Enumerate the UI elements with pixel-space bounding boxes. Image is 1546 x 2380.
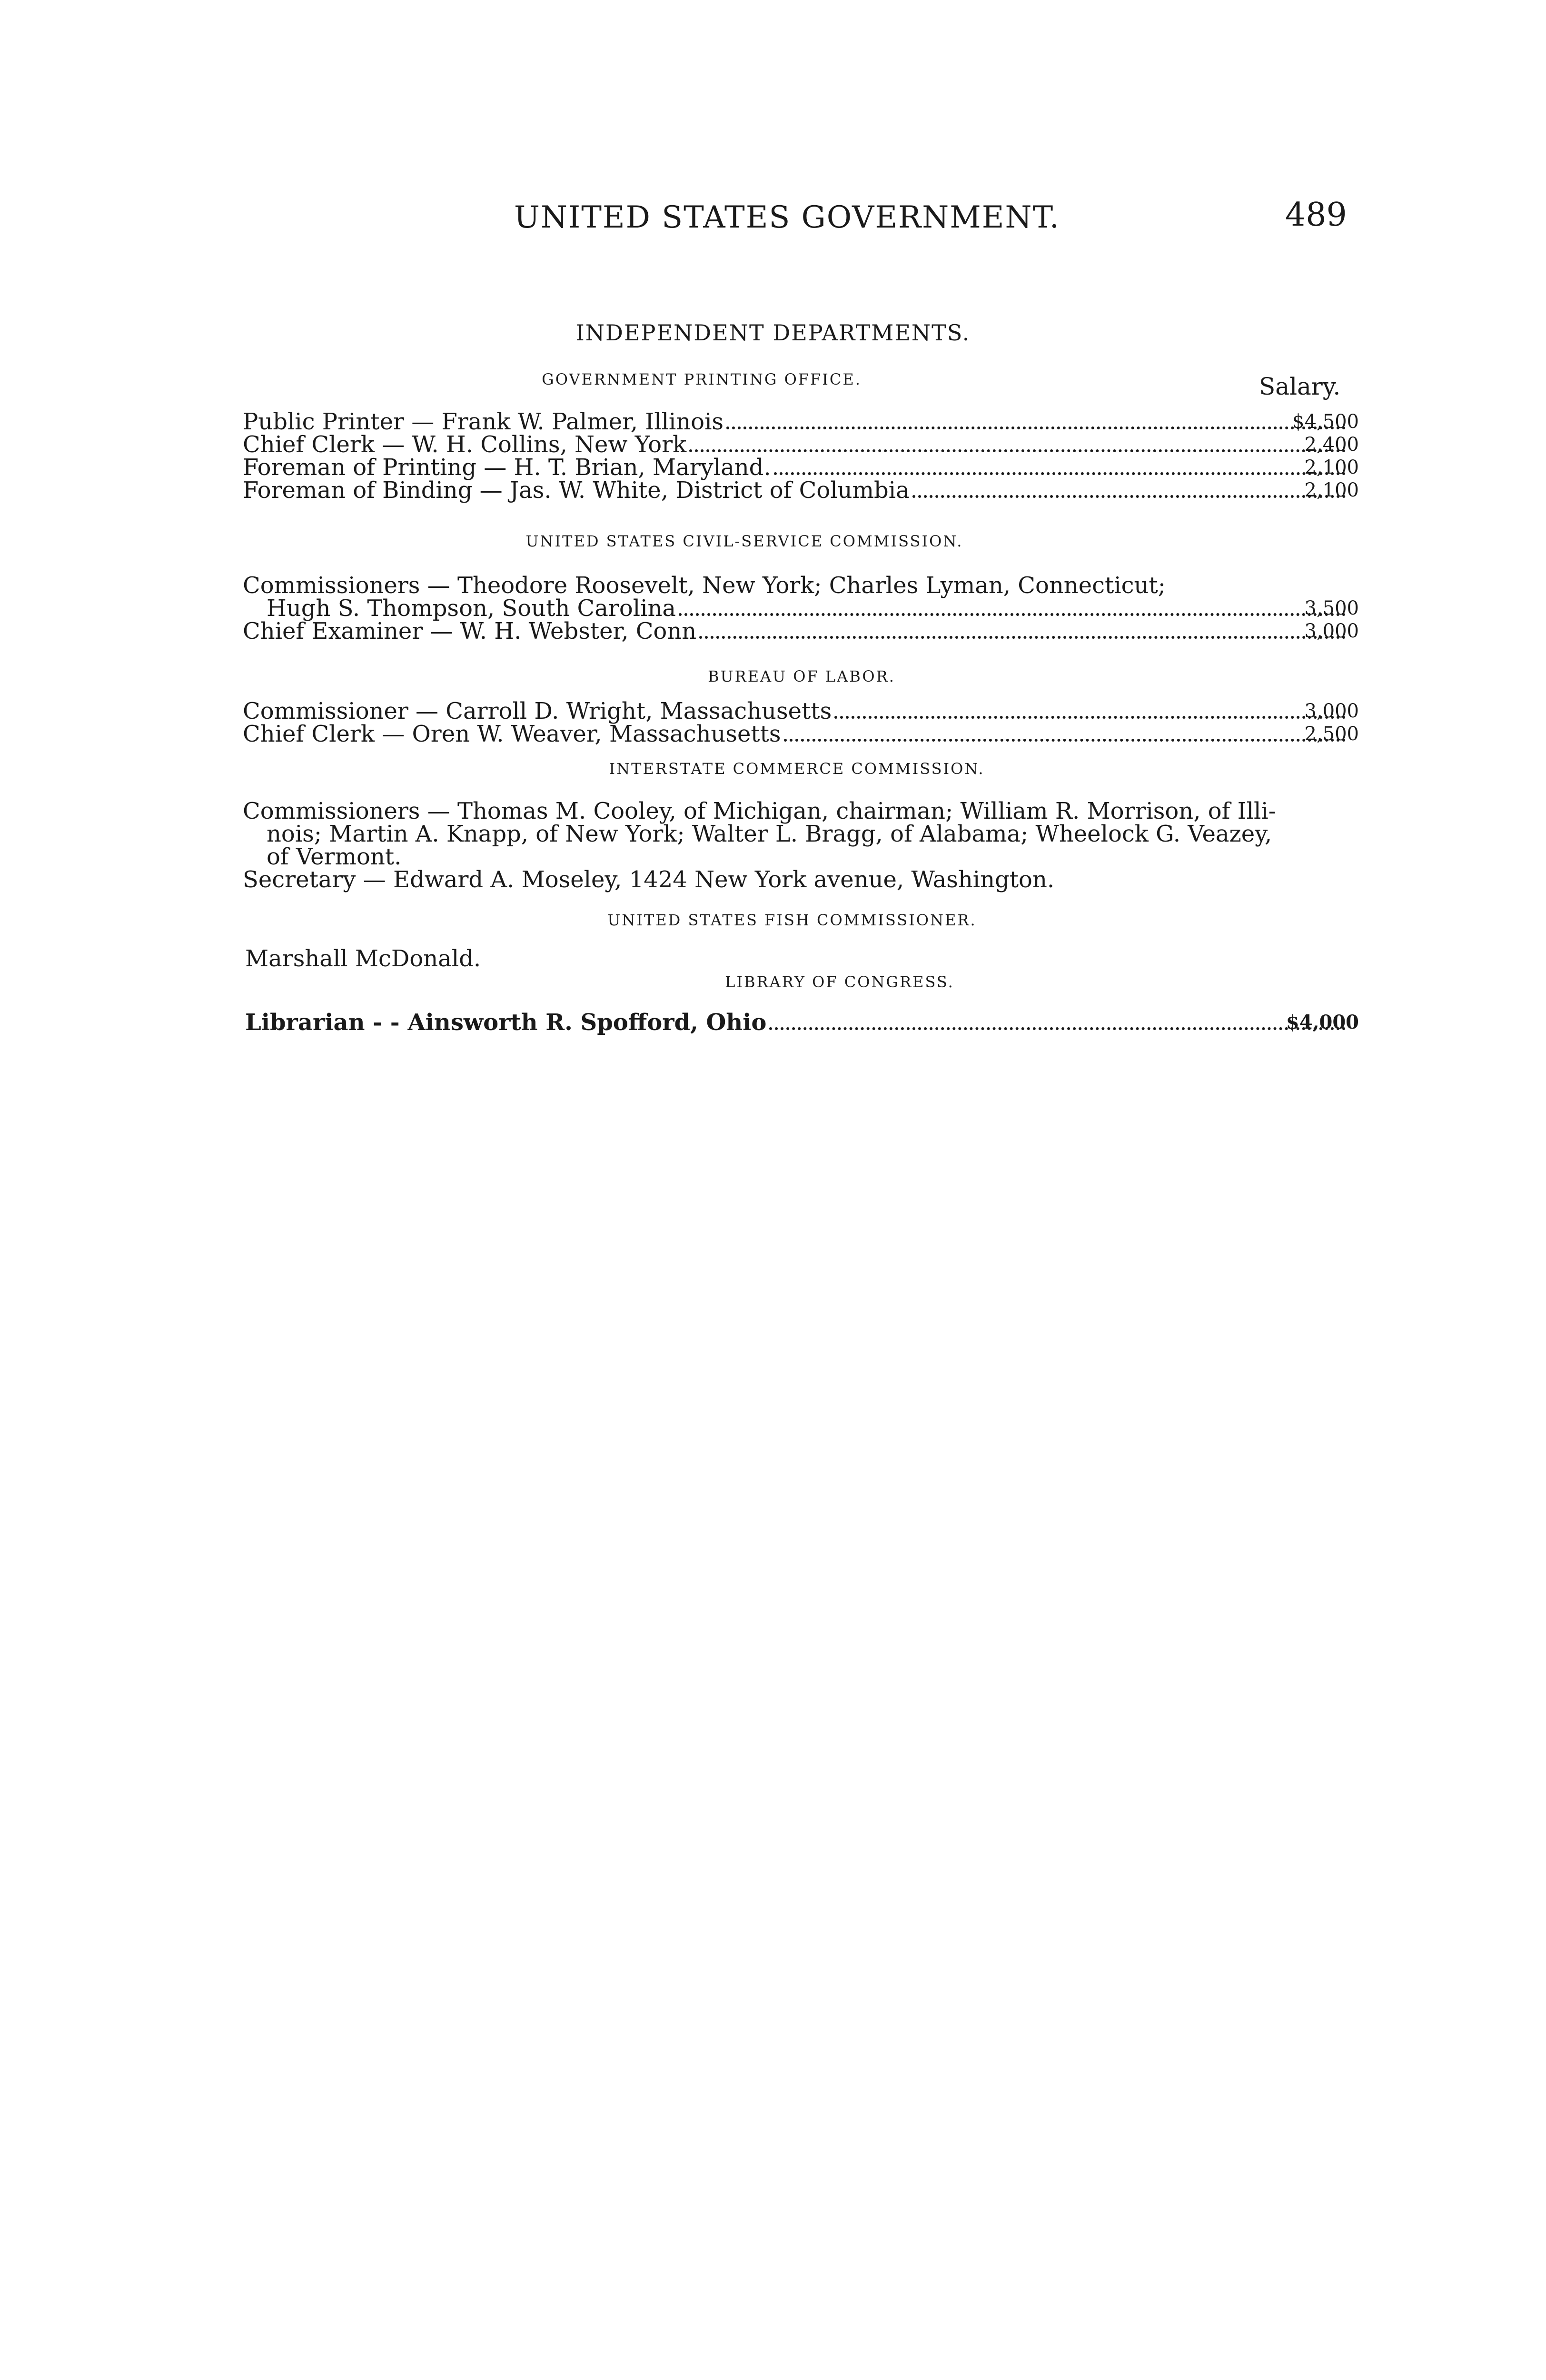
entry-label: Chief Clerk — Oren W. Weaver, Massachusetts [243,721,781,747]
icc-secretary-line: Secretary — Edward A. Moseley, 1424 New York avenue, Washington. [243,866,1055,893]
entry-label: Librarian - - Ainsworth R. Spofford, Ohio [245,1009,767,1036]
icc-commissioners-line: nois; Martin A. Knapp, of New York; Walter L. Bragg, of Alabama; Wheelock G. Veazey, [267,821,1272,847]
dot-leader [769,1027,1346,1030]
running-head: UNITED STATES GOVERNMENT. [514,200,1060,235]
entry-label: Public Printer — Frank W. Palmer, Illinois [243,408,724,435]
csc-row [267,595,1359,622]
salary-amount: 2,100 [1304,479,1359,501]
csc-heading: UNITED STATES CIVIL-SERVICE COMMISSION. [525,532,963,550]
dot-leader [784,739,1346,742]
entry-label: Chief Clerk — W. H. Collins, New York [243,431,687,458]
dot-leader [689,449,1346,452]
salary-column-header: Salary. [1259,373,1341,400]
icc-commissioners-line: of Vermont. [267,843,402,870]
department-group-heading: INDEPENDENT DEPARTMENTS. [575,320,971,346]
csc-commissioners-line: Commissioners — Theodore Roosevelt, New York; Charles Lyman, Connecticut; [243,572,1166,599]
salary-amount: 3,000 [1304,620,1359,642]
csc-row [243,618,1359,645]
entry-label: Commissioner — Carroll D. Wright, Massachusetts [243,698,832,724]
salary-amount: 3,000 [1304,700,1359,722]
library-row [245,1009,1359,1036]
fish-heading: UNITED STATES FISH COMMISSIONER. [607,911,977,929]
labor-row [243,721,1359,747]
salary-amount: 2,100 [1304,456,1359,478]
entry-label: Foreman of Printing — H. T. Brian, Maryland. [243,454,771,481]
gpo-row [243,454,1359,481]
salary-amount: 2,500 [1304,723,1359,745]
salary-amount: 3,500 [1304,597,1359,619]
page-number: 489 [1285,196,1347,234]
dot-leader [699,636,1346,639]
icc-heading: INTERSTATE COMMERCE COMMISSION. [609,760,985,778]
gpo-heading: GOVERNMENT PRINTING OFFICE. [542,370,862,388]
library-heading: LIBRARY OF CONGRESS. [725,973,954,991]
gpo-row [243,477,1359,504]
fish-commissioner-name: Marshall McDonald. [245,945,481,972]
dot-leader [774,472,1346,475]
salary-amount: $4,000 [1286,1011,1359,1033]
labor-row [243,698,1359,724]
salary-amount: $4,500 [1292,411,1359,433]
gpo-row [243,408,1359,435]
salary-amount: 2,400 [1304,434,1359,456]
dot-leader [726,426,1346,429]
gpo-row [243,431,1359,458]
entry-label: Hugh S. Thompson, South Carolina [267,595,676,622]
dot-leader [834,716,1346,719]
dot-leader [679,613,1346,616]
icc-commissioners-line: Commissioners — Thomas M. Cooley, of Michigan, chairman; William R. Morrison, of Illi- [243,798,1276,824]
labor-heading: BUREAU OF LABOR. [708,667,895,685]
entry-label: Chief Examiner — W. H. Webster, Conn [243,618,697,645]
entry-label: Foreman of Binding — Jas. W. White, District of Columbia [243,477,910,504]
